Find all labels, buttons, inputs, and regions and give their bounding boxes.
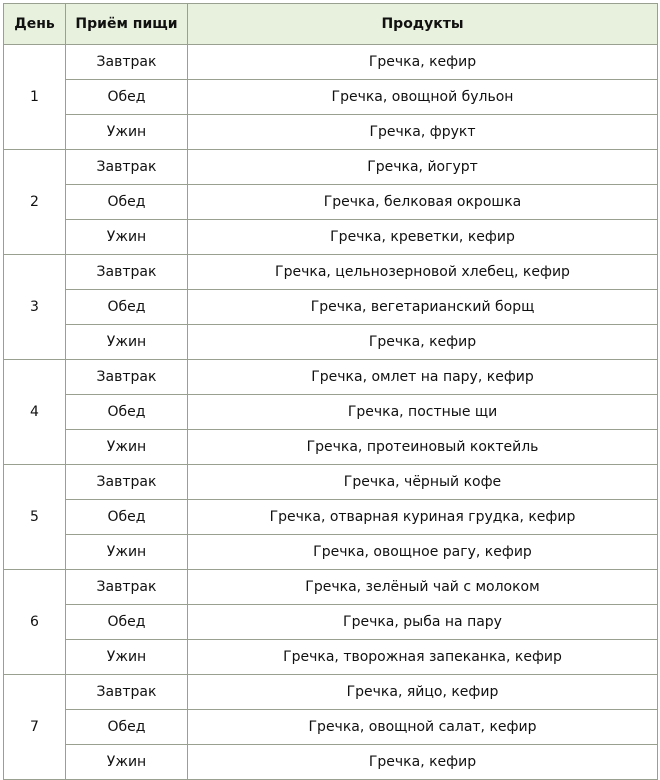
meal-cell: Завтрак bbox=[66, 360, 188, 395]
table-row bbox=[4, 220, 658, 255]
table-row bbox=[4, 325, 658, 360]
products-cell: Гречка, творожная запеканка, кефир bbox=[188, 640, 658, 675]
meal-cell: Ужин bbox=[66, 430, 188, 465]
meal-cell: Завтрак bbox=[66, 45, 188, 80]
table-row bbox=[4, 255, 658, 290]
table-row bbox=[4, 80, 658, 115]
meal-cell: Обед bbox=[66, 710, 188, 745]
products-cell: Гречка, фрукт bbox=[188, 115, 658, 150]
header-meal: Приём пищи bbox=[66, 4, 188, 45]
products-cell: Гречка, овощной бульон bbox=[188, 80, 658, 115]
meal-cell: Обед bbox=[66, 80, 188, 115]
table-row bbox=[4, 290, 658, 325]
table-row bbox=[4, 430, 658, 465]
header-day: День bbox=[4, 4, 66, 45]
meal-cell: Завтрак bbox=[66, 255, 188, 290]
meal-cell: Обед bbox=[66, 290, 188, 325]
meal-cell: Ужин bbox=[66, 115, 188, 150]
table-row bbox=[4, 605, 658, 640]
meal-cell: Завтрак bbox=[66, 675, 188, 710]
day-number-cell: 4 bbox=[4, 360, 66, 465]
table-row bbox=[4, 45, 658, 80]
table-row bbox=[4, 570, 658, 605]
table-row bbox=[4, 500, 658, 535]
table-row bbox=[4, 395, 658, 430]
day-number-cell: 2 bbox=[4, 150, 66, 255]
products-cell: Гречка, овощное рагу, кефир bbox=[188, 535, 658, 570]
diet-menu-table bbox=[3, 3, 658, 780]
table-row bbox=[4, 710, 658, 745]
table-row bbox=[4, 745, 658, 780]
products-cell: Гречка, кефир bbox=[188, 325, 658, 360]
header-row bbox=[4, 4, 658, 45]
products-cell: Гречка, вегетарианский борщ bbox=[188, 290, 658, 325]
meal-cell: Завтрак bbox=[66, 465, 188, 500]
products-cell: Гречка, кефир bbox=[188, 745, 658, 780]
products-cell: Гречка, йогурт bbox=[188, 150, 658, 185]
table-row bbox=[4, 185, 658, 220]
day-number-cell: 6 bbox=[4, 570, 66, 675]
products-cell: Гречка, рыба на пару bbox=[188, 605, 658, 640]
products-cell: Гречка, овощной салат, кефир bbox=[188, 710, 658, 745]
products-cell: Гречка, яйцо, кефир bbox=[188, 675, 658, 710]
meal-cell: Ужин bbox=[66, 325, 188, 360]
table-header bbox=[4, 4, 658, 45]
table-row bbox=[4, 150, 658, 185]
products-cell: Гречка, омлет на пару, кефир bbox=[188, 360, 658, 395]
products-cell: Гречка, зелёный чай с молоком bbox=[188, 570, 658, 605]
products-cell: Гречка, чёрный кофе bbox=[188, 465, 658, 500]
products-cell: Гречка, белковая окрошка bbox=[188, 185, 658, 220]
products-cell: Гречка, протеиновый коктейль bbox=[188, 430, 658, 465]
meal-cell: Ужин bbox=[66, 640, 188, 675]
meal-cell: Ужин bbox=[66, 745, 188, 780]
products-cell: Гречка, цельнозерновой хлебец, кефир bbox=[188, 255, 658, 290]
day-number-cell: 1 bbox=[4, 45, 66, 150]
meal-cell: Ужин bbox=[66, 535, 188, 570]
table-body bbox=[4, 45, 658, 780]
meal-cell: Обед bbox=[66, 395, 188, 430]
table-row bbox=[4, 360, 658, 395]
products-cell: Гречка, отварная куриная грудка, кефир bbox=[188, 500, 658, 535]
meal-cell: Обед bbox=[66, 605, 188, 640]
meal-cell: Завтрак bbox=[66, 150, 188, 185]
header-products: Продукты bbox=[188, 4, 658, 45]
products-cell: Гречка, кефир bbox=[188, 45, 658, 80]
table-row bbox=[4, 535, 658, 570]
meal-cell: Обед bbox=[66, 185, 188, 220]
day-number-cell: 7 bbox=[4, 675, 66, 780]
day-number-cell: 5 bbox=[4, 465, 66, 570]
products-cell: Гречка, креветки, кефир bbox=[188, 220, 658, 255]
table-row bbox=[4, 675, 658, 710]
table-row bbox=[4, 640, 658, 675]
table-row bbox=[4, 115, 658, 150]
meal-cell: Обед bbox=[66, 500, 188, 535]
day-number-cell: 3 bbox=[4, 255, 66, 360]
meal-cell: Завтрак bbox=[66, 570, 188, 605]
meal-cell: Ужин bbox=[66, 220, 188, 255]
table-row bbox=[4, 465, 658, 500]
products-cell: Гречка, постные щи bbox=[188, 395, 658, 430]
